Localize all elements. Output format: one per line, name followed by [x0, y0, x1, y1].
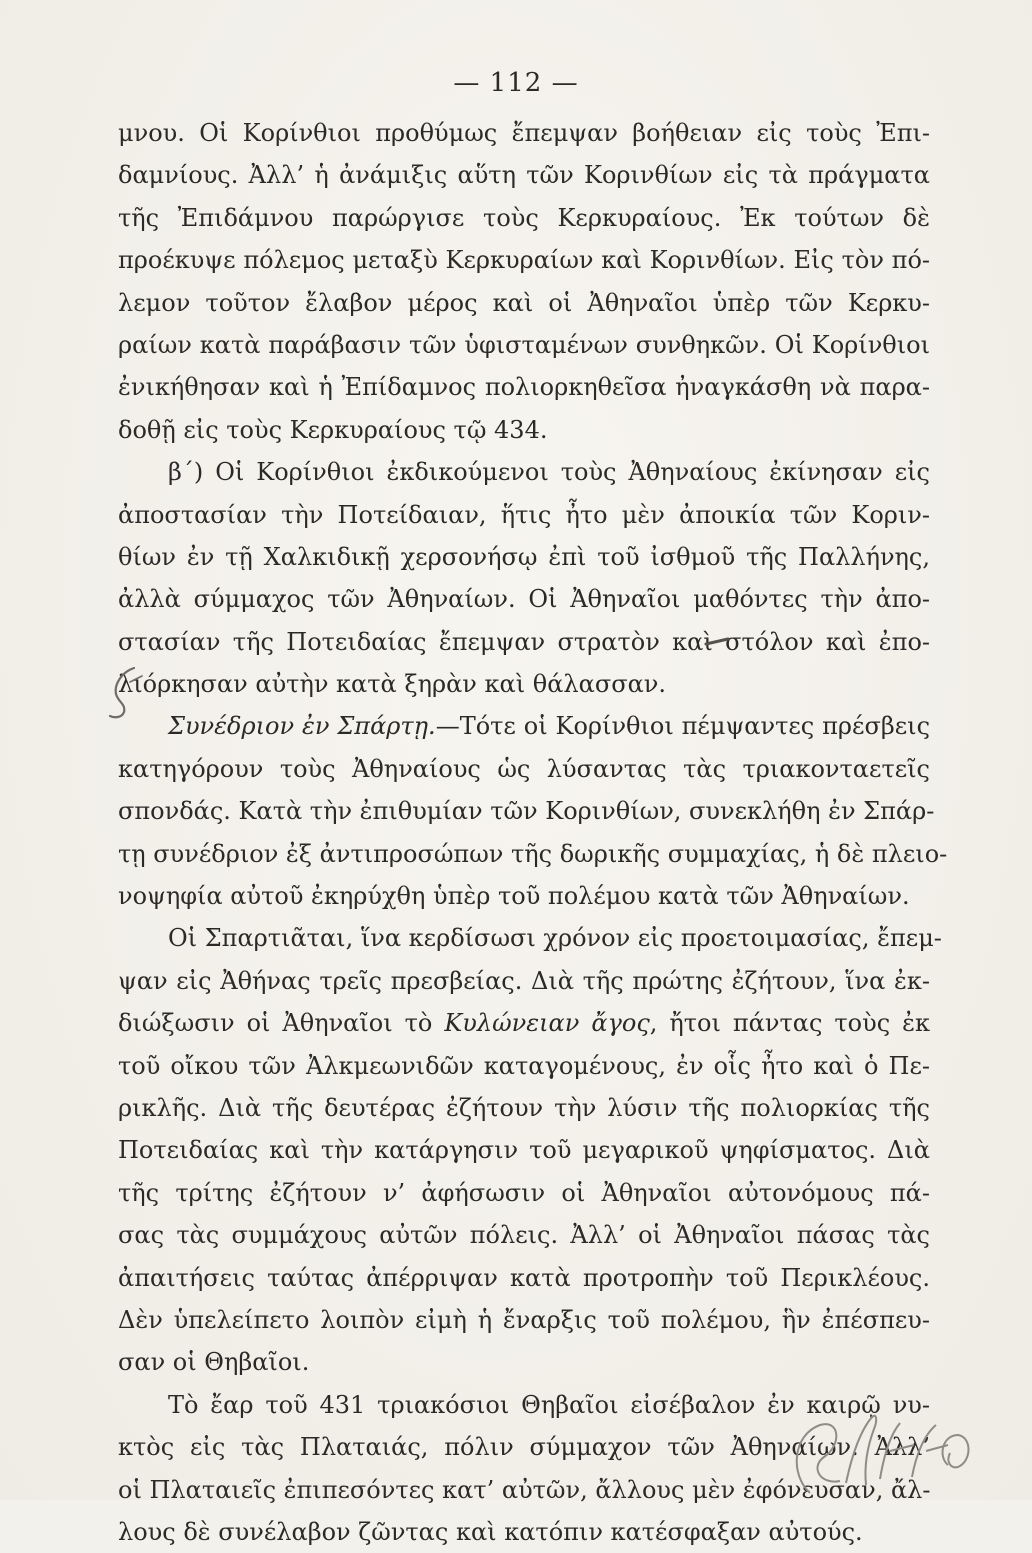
text-line-9: β΄) Οἱ Κορίνθιοι ἐκδικούμενοι τοὺς Ἀθηναίους ἐκίνησαν εἰς: [168, 458, 930, 487]
text-line-11: θίων ἐν τῇ Χαλκιδικῇ χερσονήσῳ ἐπὶ τοῦ ἰσθμοῦ τῆς Παλλήνης,: [118, 542, 930, 571]
text-line-7: ἐνικήθησαν καὶ ἡ Ἐπίδαμνος πολιορκηθεῖσα ἠναγκάσθη νὰ παρα-: [118, 373, 930, 402]
text-line-31: Τὸ ἔαρ τοῦ 431 τριακόσιοι Θηβαῖοι εἰσέβαλον ἐν καιρῷ νυ-: [168, 1390, 930, 1419]
text-line-29: Δὲν ὑπελείπετο λοιπὸν εἰμὴ ἡ ἔναρξις τοῦ πολέμου, ἣν ἐπέσπευ-: [118, 1305, 930, 1334]
handwritten-signature-icon: [780, 1395, 980, 1500]
italic-phrase: Κυλώνειαν ἄγος: [444, 1009, 650, 1038]
text-line-25: Ποτειδαίας καὶ τὴν κατάργησιν τοῦ μεγαρικοῦ ψηφίσματος. Διὰ: [118, 1136, 930, 1165]
text-line-1: μνου. Οἱ Κορίνθιοι προθύμως ἔπεμψαν βοήθειαν εἰς τοὺς Ἐπι-: [118, 119, 930, 147]
text-line-17: σπονδάς. Κατὰ τὴν ἐπιθυμίαν τῶν Κορινθίων, συνεκλήθη ἐν Σπάρ-: [118, 797, 935, 826]
section-heading-line: [118, 705, 930, 747]
text-line-32: κτὸς εἰς τὰς Πλαταιάς, πόλιν σύμμαχον τῶν Ἀθηναίων. Ἀλλ’: [118, 1433, 930, 1462]
text-line-33: οἱ Πλαταιεῖς ἐπιπεσόντες κατ’ αὐτῶν, ἄλλους μὲν ἐφόνευσαν, ἄλ-: [118, 1475, 931, 1504]
text-line-12: ἀλλὰ σύμμαχος τῶν Ἀθηναίων. Οἱ Ἀθηναῖοι μαθόντες τὴν ἀπο-: [118, 585, 930, 614]
text-line-20: Οἱ Σπαρτιᾶται, ἵνα κερδίσωσι χρόνον εἰς προετοιμασίας, ἔπεμ-: [168, 924, 942, 953]
text-line-14: λιόρκησαν αὐτὴν κατὰ ξηρὰν καὶ θάλασσαν.: [118, 670, 667, 699]
text-line-34: λους δὲ συνέλαβον ζῶντας καὶ κατόπιν κατέσφαξαν αὐτούς.: [118, 1517, 863, 1546]
text-line-22-wrap: [118, 1002, 930, 1044]
text-line-24: ρικλῆς. Διὰ τῆς δευτέρας ἐζήτουν τὴν λύσιν τῆς πολιορκίας τῆς: [118, 1093, 930, 1122]
text-line-10: ἀποστασίαν τὴν Ποτείδαιαν, ἥτις ἦτο μὲν ἀποικία τῶν Κοριν-: [118, 500, 930, 529]
section-heading: Συνέδριον ἐν Σπάρτῃ.: [168, 712, 436, 741]
text-line-21: ψαν εἰς Ἀθήνας τρεῖς πρεσβείας. Διὰ τῆς πρώτης ἐζήτουν, ἵνα ἐκ-: [118, 966, 930, 995]
pencil-margin-mark-icon: [100, 662, 160, 722]
text-line-22b: , ἤτοι πάντας τοὺς ἐκ: [649, 1009, 930, 1038]
text-line-8: δοθῇ εἰς τοὺς Κερκυραίους τῷ 434.: [118, 415, 548, 444]
text-line-6: ραίων κατὰ παράβασιν τῶν ὑφισταμένων συνθηκῶν. Οἱ Κορίνθιοι: [118, 330, 930, 359]
text-line-3: τῆς Ἐπιδάμνου παρώργισε τοὺς Κερκυραίους. Ἐκ τούτων δὲ: [118, 203, 930, 232]
text-line-23: τοῦ οἴκου τῶν Ἀλκμεωνιδῶν καταγομένους, ἐν οἷς ἦτο καὶ ὁ Πε-: [118, 1051, 930, 1080]
text-line-16: κατηγόρουν τοὺς Ἀθηναίους ὡς λύσαντας τὰς τριακονταετεῖς: [118, 754, 930, 783]
body-text: [118, 112, 948, 1553]
text-line-22a: διώξωσιν οἱ Ἀθηναῖοι τὸ: [118, 1009, 433, 1038]
text-line-26: τῆς τρίτης ἐζήτουν ν’ ἀφήσωσιν οἱ Ἀθηναῖοι αὐτονόμους πά-: [118, 1178, 930, 1207]
page-number: — 112 —: [453, 68, 579, 98]
text-line-2: δαμνίους. Ἀλλ’ ἡ ἀνάμιξις αὕτη τῶν Κορινθίων εἰς τὰ πράγματα: [118, 161, 930, 190]
pencil-dash-icon: [704, 635, 730, 647]
text-line-4: προέκυψε πόλεμος μεταξὺ Κερκυραίων καὶ Κορινθίων. Εἰς τὸν πό-: [118, 246, 930, 275]
text-line-28: ἀπαιτήσεις ταύτας ἀπέρριψαν κατὰ προτροπὴν τοῦ Περικλέους.: [118, 1263, 930, 1292]
text-line-30: σαν οἱ Θηβαῖοι.: [118, 1348, 310, 1377]
text-line-18: τῃ συνέδριον ἐξ ἀντιπροσώπων τῆς δωρικῆς συμμαχίας, ἡ δὲ πλειο-: [118, 839, 948, 868]
text-line-15: —Τότε οἱ Κορίνθιοι πέμψαντες πρέσβεις: [435, 712, 931, 741]
text-line-19: νοψηφία αὐτοῦ ἐκηρύχθη ὑπὲρ τοῦ πολέμου κατὰ τῶν Ἀθηναίων.: [118, 882, 910, 911]
text-line-5: λεμον τοῦτον ἔλαβον μέρος καὶ οἱ Ἀθηναῖοι ὑπὲρ τῶν Κερκυ-: [118, 288, 930, 317]
text-line-27: σας τὰς συμμάχους αὐτῶν πόλεις. Ἀλλ’ οἱ Ἀθηναῖοι πάσας τὰς: [118, 1221, 930, 1250]
text-line-13: στασίαν τῆς Ποτειδαίας ἔπεμψαν στρατὸν καὶ στόλον καὶ ἐπο-: [118, 627, 930, 656]
